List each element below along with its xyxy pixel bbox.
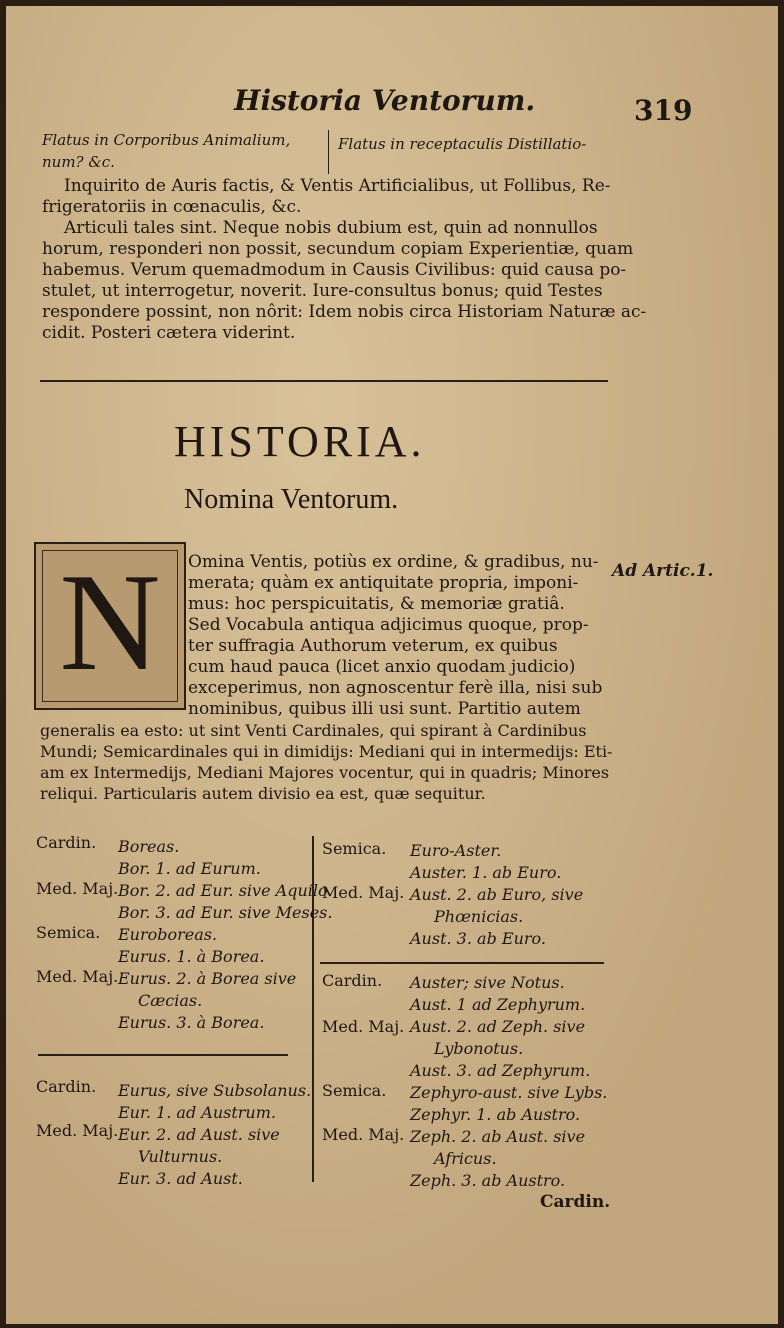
table-rule-right: [320, 962, 604, 964]
initial-letter: N: [59, 545, 161, 700]
text-line: mus: hoc perspicuitatis, & memoriæ gratiâ.: [188, 594, 565, 614]
page-number: 319: [634, 94, 693, 127]
text-line: ter suffragia Authorum veterum, ex quibus: [188, 636, 558, 656]
text-line: Flatus in receptaculis Distillatio-: [338, 135, 587, 153]
table-entry: Zephyro-aust. sive Lybs.: [410, 1083, 608, 1102]
table-entry: Eurus. 1. à Borea.: [118, 947, 265, 966]
text-line: respondere possint, non nôrit: Idem nobis circa Historiam Naturæ ac-: [42, 302, 647, 322]
text-line: cum haud pauca (licet anxio quodam judicio): [188, 657, 576, 677]
table-entry: Euroboreas.: [118, 925, 218, 944]
text-line: generalis ea esto: ut sint Venti Cardinales, qui spirant à Cardinibus: [40, 721, 587, 740]
table-label: Cardin.: [36, 833, 97, 852]
section-subtitle: Nomina Ventorum.: [184, 484, 399, 515]
table-entry: Phœnicias.: [434, 907, 524, 926]
text-line: Flatus in Corporibus Animalium,: [42, 131, 291, 149]
table-entry: Eur. 1. ad Austrum.: [118, 1103, 276, 1122]
decorated-initial: [34, 542, 186, 710]
text-line: Mundi; Semicardinales qui in dimidijs: Mediani qui in intermedijs: Eti-: [40, 742, 613, 761]
table-label: Med. Maj.: [36, 879, 119, 898]
table-entry: Zephyr. 1. ab Austro.: [410, 1105, 581, 1124]
text-line: Sed Vocabula antiqua adjicimus quoque, prop-: [188, 615, 589, 635]
table-label: Cardin.: [36, 1077, 97, 1096]
column-divider: [328, 130, 329, 174]
table-entry: Vulturnus.: [138, 1147, 223, 1166]
table-label: Med. Maj.: [322, 1125, 405, 1144]
table-entry: Africus.: [434, 1149, 497, 1168]
table-entry: Auster; sive Notus.: [410, 973, 565, 992]
table-entry: Lybonotus.: [434, 1039, 524, 1058]
table-entry: Aust. 3. ad Zephyrum.: [410, 1061, 591, 1080]
table-entry: Aust. 2. ad Zeph. sive: [410, 1017, 586, 1036]
margin-note: Ad Artic.1.: [612, 561, 714, 581]
table-entry: Boreas.: [118, 837, 180, 856]
table-entry: Eurus, sive Subsolanus.: [118, 1081, 312, 1100]
table-entry: Auster. 1. ab Euro.: [410, 863, 562, 882]
table-label: Med. Maj.: [322, 883, 405, 902]
table-label: Semica.: [322, 1081, 387, 1100]
text-line: Omina Ventis, potiùs ex ordine, & gradibus, nu-: [188, 552, 599, 572]
text-line: exceperimus, non agnoscentur ferè illa, nisi sub: [188, 678, 603, 698]
table-entry: Cæcias.: [138, 991, 203, 1010]
table-entry: Aust. 1 ad Zephyrum.: [410, 995, 586, 1014]
section-rule: [40, 380, 608, 382]
table-entry: Euro-Aster.: [410, 841, 502, 860]
running-title: Historia Ventorum.: [234, 84, 536, 117]
table-label: Med. Maj.: [36, 967, 119, 986]
table-entry: Eur. 3. ad Aust.: [118, 1169, 243, 1188]
text-line: habemus. Verum quemadmodum in Causis Civilibus: quid causa po-: [42, 260, 627, 280]
table-entry: Zeph. 3. ab Austro.: [410, 1171, 566, 1190]
table-entry: Zeph. 2. ab Aust. sive: [410, 1127, 586, 1146]
table-label: Semica.: [36, 923, 101, 942]
text-line: am ex Intermedijs, Mediani Majores vocentur, qui in quadris; Minores: [40, 763, 610, 782]
text-line: nominibus, quibus illi usi sunt. Partitio autem: [188, 699, 581, 719]
text-line: num? &c.: [42, 153, 115, 171]
table-entry: Eurus. 3. à Borea.: [118, 1013, 265, 1032]
text-line: reliqui. Particularis autem divisio ea est, quæ sequitur.: [40, 784, 486, 803]
table-label: Semica.: [322, 839, 387, 858]
table-entry: Eur. 2. ad Aust. sive: [118, 1125, 280, 1144]
table-entry: Aust. 3. ab Euro.: [410, 929, 546, 948]
section-title: HISTORIA.: [174, 417, 426, 466]
catchword: Cardin.: [540, 1192, 611, 1212]
table-entry: Bor. 2. ad Eur. sive Aquilo.: [118, 881, 333, 900]
table-label: Med. Maj.: [322, 1017, 405, 1036]
text-line: horum, responderi non possit, secundum copiam Experientiæ, quam: [42, 239, 634, 259]
text-line: Inquirito de Auris factis, & Ventis Artificialibus, ut Follibus, Re-: [64, 176, 611, 196]
table-label: Med. Maj.: [36, 1121, 119, 1140]
table-entry: Bor. 3. ad Eur. sive Meses.: [118, 903, 333, 922]
table-rule-left: [38, 1054, 288, 1056]
text-line: Articuli tales sint. Neque nobis dubium est, quin ad nonnullos: [64, 218, 598, 238]
table-entry: Bor. 1. ad Eurum.: [118, 859, 261, 878]
book-page: [6, 6, 778, 1324]
table-entry: Aust. 2. ab Euro, sive: [410, 885, 584, 904]
table-entry: Eurus. 2. à Borea sive: [118, 969, 297, 988]
text-line: cidit. Posteri cætera viderint.: [42, 323, 296, 343]
text-line: merata; quàm ex antiquitate propria, imponi-: [188, 573, 579, 593]
text-line: stulet, ut interrogetur, noverit. Iure-consultus bonus; quid Testes: [42, 281, 603, 301]
text-line: frigeratoriis in cœnaculis, &c.: [42, 197, 302, 217]
table-label: Cardin.: [322, 971, 383, 990]
